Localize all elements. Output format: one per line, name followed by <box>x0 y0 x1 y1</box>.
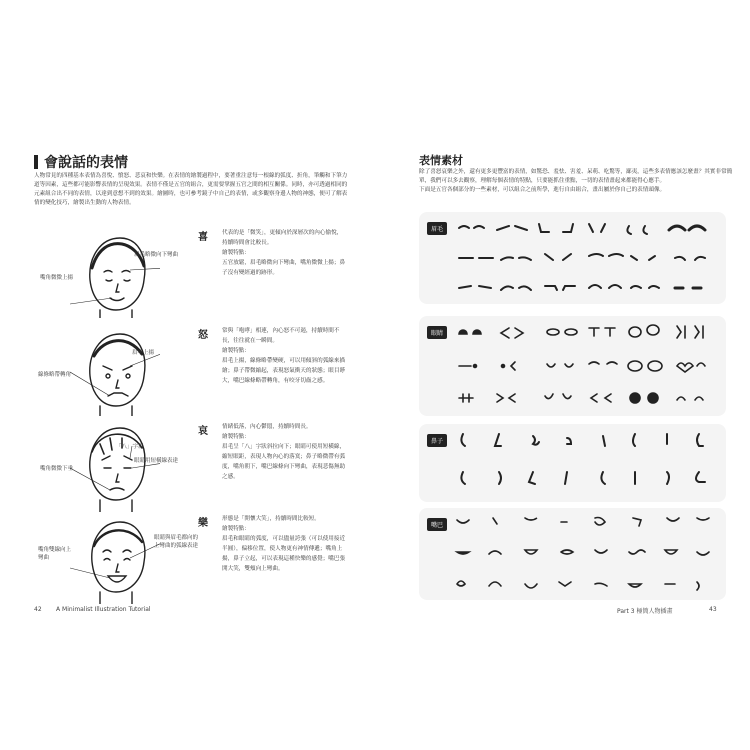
expression-description: 常與「咆哮」相連，內心怒不可遏，持續時間不長，往往就在一瞬間。 繪製特點： 眉毛上揚，線條略帶變硬，可以用傾斜的弧線來描繪；鼻子帶微縮起，表現怒氣衝天的狀態；眼目睜大，嘴巴線條略帶轉角，有咬牙切齒之感。 <box>222 328 346 384</box>
callout-mouth: 線條略帶轉角 <box>38 372 72 378</box>
page-title-text: 表情素材 <box>419 154 463 167</box>
keyword: 樂 <box>198 518 208 529</box>
page-title-text: 會說話的表情 <box>44 155 128 171</box>
eye-samples <box>449 316 721 416</box>
callout-mouth: 嘴角雙線向上彎曲 <box>38 547 72 561</box>
material-card-nose <box>419 424 726 502</box>
expression-description: 形態是「開懷大笑」，持續時間比較短。 繪製特點： 眉毛和眼睛的弧度，可以儘量誇張（可以使用接近半圓），偏移位置，使人物更有神情傳遞；嘴角上揚，鼻子立起，可以表現這種快樂的感覺；嘴巴張開大笑，雙頰向上彎曲。 <box>222 516 346 572</box>
callout-eyes: 眼睛與眉毛都向的上彎曲的弧線表達 <box>154 535 199 549</box>
face-delight-illustration <box>70 514 160 604</box>
mouth-samples <box>449 508 721 600</box>
callout-eyebrow: 眉毛上揚 <box>132 350 155 356</box>
nose-samples <box>449 424 721 502</box>
page-title <box>34 152 128 172</box>
card-label: 鼻子 <box>427 434 447 447</box>
material-card-eyebrows <box>419 212 726 304</box>
page-number: 43 <box>709 606 717 613</box>
material-card-eyes <box>419 316 726 416</box>
keyword: 喜 <box>198 232 208 243</box>
expression-section-anger <box>0 326 375 416</box>
material-card-mouth <box>419 508 726 600</box>
keyword: 哀 <box>198 426 208 437</box>
card-label: 眼睛 <box>427 326 447 339</box>
card-label: 眉毛 <box>427 222 447 235</box>
expression-description: 代表的是「微笑」，更傾向於深層次的內心愉悅，持續時間會比較長。 繪製特點： 五官放鬆，眉毛略微向下彎曲，嘴角微微上揚；鼻子沒有變經過的跡形。 <box>222 230 346 276</box>
expression-section-delight <box>0 514 375 604</box>
callout-eyebrow: 「八」字眉 <box>116 444 144 450</box>
footer-text: Part 3 極簡人物插畫 <box>617 608 673 615</box>
callout-mouth: 嘴角微微上揚 <box>40 275 74 281</box>
keyword: 怒 <box>198 330 208 341</box>
callout-mouth: 嘴角微微下垂 <box>40 466 74 472</box>
intro-paragraph: 除了喜怒哀樂之外，還有更多更豐富的表情，如驚恐、羞怯、害羞、呆萌、吃驚等，鄙夷，這些多表情應該怎麼畫？其實非常簡單，我們可以多去觀察，理解每個表情的特點，只要能抓住重點，一切的表情畫起來都能得心應手。 下面是五官各個部分的一些素材，可以組合之前所學，進行自由組合，畫出屬於你自己的表情頭像。 <box>419 169 733 193</box>
expression-description: 情緒低落，內心鬱悶，持續時間長。 繪製特點： 眉毛呈「八」字狀斜拉向下；眼睛可使用短橫線，縮短眼距，表現人物內心的落寞；鼻子略微帶有弧度，嘴角朝下，嘴巴線條向下彎曲，表現悲傷無助之感。 <box>222 424 346 480</box>
face-anger-illustration <box>70 326 160 416</box>
title-bar <box>34 155 38 169</box>
footer-text: A Minimalist Illustration Tutorial <box>56 606 151 613</box>
expression-section-joy <box>0 228 375 318</box>
page-title <box>419 152 463 168</box>
eyebrow-samples <box>449 212 721 304</box>
callout-eyebrow: 眉毛略微向下彎曲 <box>134 252 179 258</box>
face-joy-illustration <box>70 228 160 318</box>
expression-section-sorrow <box>0 422 375 512</box>
callout-eyes: 眼睛用短橫線表達 <box>134 458 179 464</box>
right-page <box>375 0 750 750</box>
page-number: 42 <box>34 606 42 613</box>
card-label: 嘴巴 <box>427 518 447 531</box>
intro-paragraph: 人物常見的四種基本表情為喜悅、憤怒、悲哀和快樂。在表情的繪製過程中，要著重注意每一根線的弧度、折角，筆觸和下筆力道等因素，這些都可能影響表情的呈現效果。表情不僅是五官的組合，更需要掌握五官之間的相互關係。同時，亦可透過相同的元素組合出不同的表情，以達到意想不到的效果。繪圖時，也可參考鏡子中自己的表情，或多觀察身邊人物的神態，便可了解表情的變化技巧，繪製出生動的人物表情。 <box>34 173 348 206</box>
face-sorrow-illustration <box>70 422 160 512</box>
